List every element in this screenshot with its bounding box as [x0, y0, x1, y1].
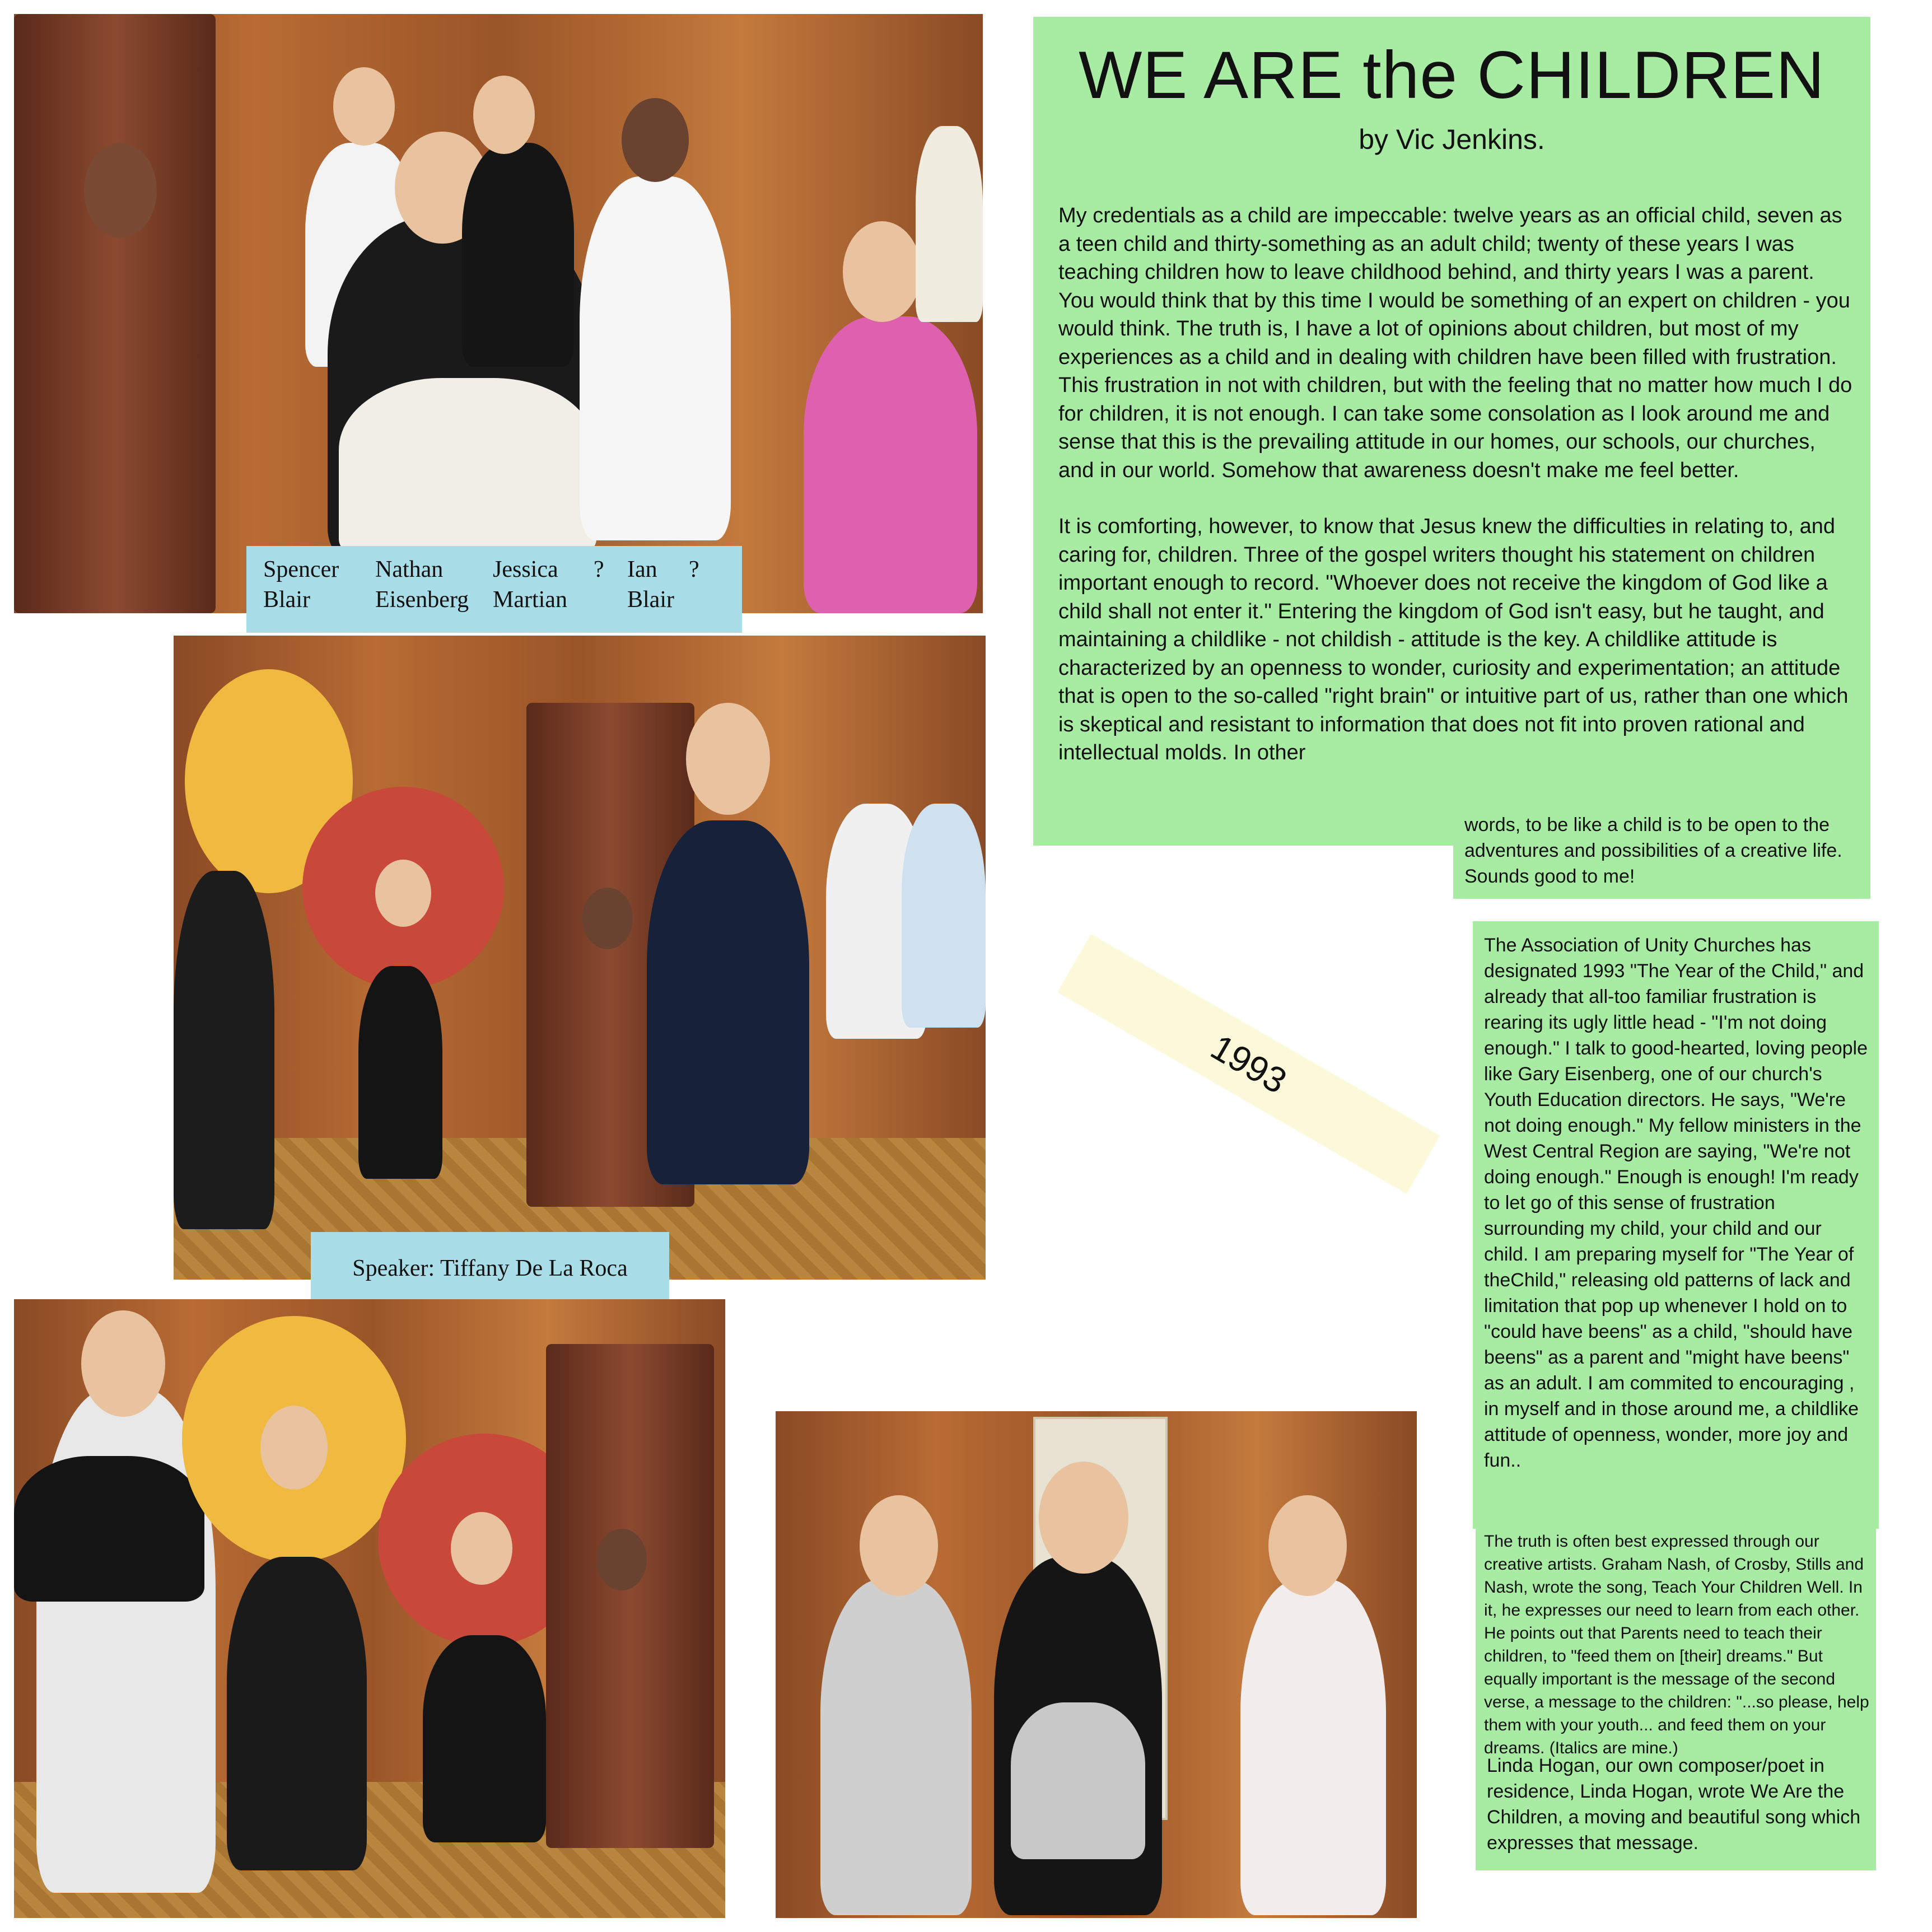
- photo-choir-children: [14, 14, 983, 613]
- article-paragraph-1: My credentials as a child are impeccable: twelve years as an official child, seven as a teen child and thirty-something as an adult child; twenty of these years I was teaching children how to leave childhood behind, and thirty years I was a parent. You would think that by this time I would be something of an expert on children - you would think. The truth is, I have a lot of opinions about children, but most of my experiences as a child and in dealing with children have been filled with frustration. This frustration in not with children, but with the feeling that no matter how much I do for children, it is not enough. I can take some consolation as I look around me and sense that this is the prevailing attitude in our homes, our schools, our churches, and in our world. Somehow that awareness doesn't make me feel better.: [1058, 204, 1852, 482]
- photo-reading-flowers: [14, 1299, 725, 1918]
- column-3-end-text: Linda Hogan, our own composer/poet in residence, Linda Hogan, wrote We Are the Children, a moving and beautiful song which expresses that message.: [1487, 1755, 1861, 1854]
- article-column-2: [1473, 921, 1879, 1529]
- article-paragraph-2: It is comforting, however, to know that Jesus knew the difficulties in relating to, and caring for, children. Three of the gospel writers thought his statement on children important enough to record. "Whoever does not receive the kingdom of God like a child shall not enter it." Entering the kingdom of God isn't easy, but he taught, and maintaining a childlike - not childish - attitude is the key. A childlike attitude is characterized by an openness to wonder, curiosity and experimentation; an attitude that is open to the so-called "right brain" or intuitive part of us, rather than one which is skeptical and resistant to information that does not fit into proven rational and intellectual molds. In other: [1058, 515, 1849, 764]
- article-title: WE ARE the CHILDREN: [1079, 38, 1825, 113]
- caption-name-1a: Spencer: [263, 557, 339, 582]
- caption-name-3a: Jessica: [493, 557, 558, 582]
- photo-three-girls: [776, 1411, 1417, 1918]
- caption-name-2a: Nathan: [375, 557, 444, 582]
- caption-name-4b: [594, 586, 627, 613]
- caption-name-1b: Blair: [263, 587, 310, 613]
- caption-name-4a: ?: [594, 557, 604, 582]
- caption-name-5b: Blair: [627, 587, 674, 613]
- tree-costume: [14, 14, 216, 613]
- photo-speaker-flowers: [174, 636, 986, 1280]
- photo2-caption: [311, 1232, 669, 1305]
- year-label-strip: [1057, 934, 1440, 1194]
- caption-name-6b: [689, 586, 722, 613]
- caption-name-3b: Martian: [493, 587, 567, 613]
- article-continuation: words, to be like a child is to be open to the adventures and possibilities of a creative life. Sounds good to me!: [1464, 814, 1842, 887]
- speaker-caption-text: Speaker: Tiffany De La Roca: [352, 1256, 628, 1281]
- tree-costume: [546, 1344, 714, 1848]
- article-column-3: [1476, 1523, 1876, 1870]
- article-continuation-box: [1453, 798, 1870, 899]
- photo1-caption: [246, 546, 742, 633]
- article-byline: by Vic Jenkins.: [1359, 124, 1545, 155]
- column-3-text: The truth is often best expressed through our creative artists. Graham Nash, of Crosby, Stills and Nash, wrote the song, Teach Your Children Well. In it, he expresses our need to learn from each other. He points out that Parents need to teach their children, to "feed them on [their] dreams." But equally important is the message of the second verse, a message to the children: "...so please, help them with your youth... and feed them on your dreams. (Italics are mine.): [1484, 1532, 1869, 1757]
- year-label: 1993: [1204, 1026, 1294, 1102]
- column-2-text: The Association of Unity Churches has designated 1993 "The Year of the Child," and already that all-too familiar frustration is rearing its ugly little head - "I'm not doing enough." I talk to good-hearted, loving people like Gary Eisenberg, one of our church's Youth Education directors. He says, "We're not doing enough." My fellow ministers in the West Central Region are saying, "We're not doing enough." Enough is enough! I'm ready to let go of this sense of frustration surrounding my child, your child and our child. I am preparing myself for "The Year of theChild," releasing old patterns of lack and limitation that pop up whenever I hold on to "could have beens" as a child, "should have beens" as a parent and "might have beens" as an adult. I am commited to encouraging , in myself and in those around me, a childlike attitude of openness, wonder, more joy and fun..: [1484, 935, 1868, 1471]
- article-main-box: [1033, 17, 1870, 846]
- caption-name-2b: Eisenberg: [375, 587, 469, 613]
- caption-name-5a: Ian: [627, 557, 657, 582]
- caption-name-6a: ?: [689, 557, 699, 582]
